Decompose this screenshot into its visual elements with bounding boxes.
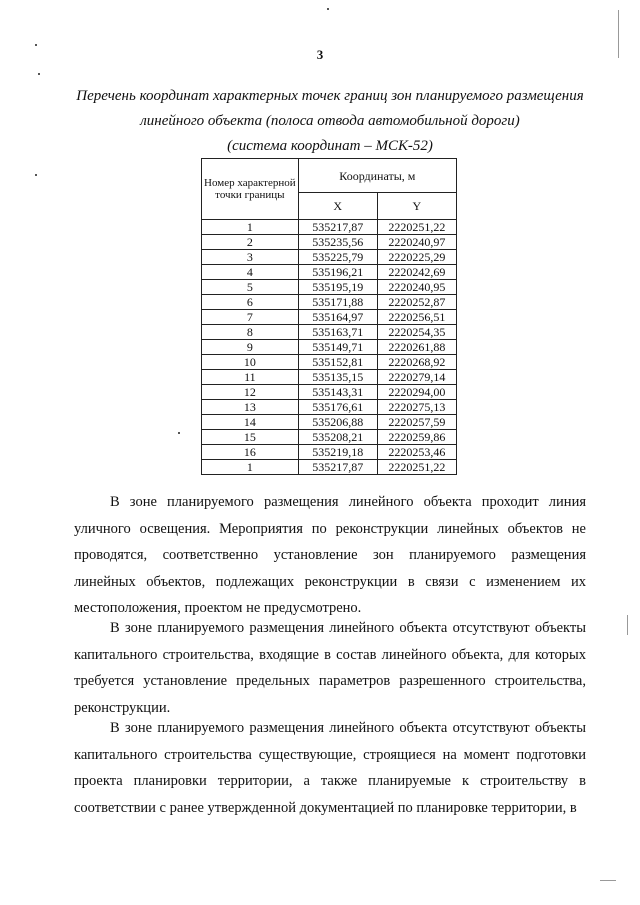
point-number-cell: 3	[202, 250, 299, 265]
coordinates-table	[201, 158, 457, 475]
y-coordinate-cell: 2220294,00	[377, 385, 456, 400]
point-number-cell: 11	[202, 370, 299, 385]
y-coordinate-cell: 2220279,14	[377, 370, 456, 385]
point-number-cell: 1	[202, 460, 299, 475]
y-coordinate-cell: 2220259,86	[377, 430, 456, 445]
table-row	[202, 310, 457, 325]
heading-line-1: Перечень координат характерных точек границ зон планируемого размещения	[76, 88, 584, 104]
header-y: Y	[377, 193, 456, 220]
y-coordinate-cell: 2220256,51	[377, 310, 456, 325]
y-coordinate-cell: 2220242,69	[377, 265, 456, 280]
table-row	[202, 325, 457, 340]
x-coordinate-cell: 535196,21	[298, 265, 377, 280]
scan-speck	[35, 44, 37, 46]
table-row	[202, 370, 457, 385]
heading-line-2: линейного объекта (полоса отвода автомобильной дороги)	[140, 113, 520, 129]
paragraph-existing-objects: В зоне планируемого размещения линейного объекта отсутствуют объекты капитального строительства существующие, строящиеся на момент подготовки проекта планировки территории, а также планируемые к строительству в соответствии с ранее утвержденной документацией по планировке территории, в	[74, 720, 586, 816]
table-row	[202, 295, 457, 310]
x-coordinate-cell: 535163,71	[298, 325, 377, 340]
point-number-cell: 14	[202, 415, 299, 430]
scan-speck	[38, 73, 40, 75]
y-coordinate-cell: 2220261,88	[377, 340, 456, 355]
coordinates-table-body	[202, 220, 457, 475]
point-number-cell: 8	[202, 325, 299, 340]
x-coordinate-cell: 535143,31	[298, 385, 377, 400]
scan-speck	[178, 432, 180, 434]
header-point-number: Номер характерной точки границы	[202, 159, 299, 220]
table-row	[202, 385, 457, 400]
point-number-cell: 2	[202, 235, 299, 250]
point-number-cell: 4	[202, 265, 299, 280]
y-coordinate-cell: 2220254,35	[377, 325, 456, 340]
heading-line-3: (система координат – МСК-52)	[227, 138, 433, 154]
table-row	[202, 235, 457, 250]
x-coordinate-cell: 535149,71	[298, 340, 377, 355]
scan-edge-mark	[627, 615, 628, 635]
y-coordinate-cell: 2220251,22	[377, 460, 456, 475]
y-coordinate-cell: 2220225,29	[377, 250, 456, 265]
point-number-cell: 1	[202, 220, 299, 235]
point-number-cell: 5	[202, 280, 299, 295]
x-coordinate-cell: 535219,18	[298, 445, 377, 460]
x-coordinate-cell: 535225,79	[298, 250, 377, 265]
y-coordinate-cell: 2220251,22	[377, 220, 456, 235]
y-coordinate-cell: 2220240,97	[377, 235, 456, 250]
table-row	[202, 460, 457, 475]
table-row	[202, 220, 457, 235]
table-row	[202, 400, 457, 415]
scan-speck	[327, 8, 329, 10]
y-coordinate-cell: 2220275,13	[377, 400, 456, 415]
table-row	[202, 250, 457, 265]
y-coordinate-cell: 2220252,87	[377, 295, 456, 310]
point-number-cell: 9	[202, 340, 299, 355]
table-row	[202, 265, 457, 280]
table-row	[202, 280, 457, 295]
y-coordinate-cell: 2220253,46	[377, 445, 456, 460]
x-coordinate-cell: 535206,88	[298, 415, 377, 430]
point-number-cell: 13	[202, 400, 299, 415]
scan-edge-mark	[600, 880, 616, 881]
header-x: X	[298, 193, 377, 220]
table-row	[202, 340, 457, 355]
x-coordinate-cell: 535208,21	[298, 430, 377, 445]
header-coordinates: Координаты, м	[298, 159, 456, 193]
x-coordinate-cell: 535195,19	[298, 280, 377, 295]
paragraph-capital-construction: В зоне планируемого размещения линейного объекта отсутствуют объекты капитального строительства, входящие в состав линейного объекта, для которых требуется установление предельных параметров разрешенного строительства, реконструкции.	[74, 620, 586, 716]
scan-edge-mark	[618, 10, 619, 58]
point-number-cell: 16	[202, 445, 299, 460]
table-row	[202, 355, 457, 370]
table-row	[202, 415, 457, 430]
y-coordinate-cell: 2220257,59	[377, 415, 456, 430]
x-coordinate-cell: 535152,81	[298, 355, 377, 370]
x-coordinate-cell: 535171,88	[298, 295, 377, 310]
table-row	[202, 445, 457, 460]
point-number-cell: 7	[202, 310, 299, 325]
y-coordinate-cell: 2220268,92	[377, 355, 456, 370]
x-coordinate-cell: 535176,61	[298, 400, 377, 415]
x-coordinate-cell: 535164,97	[298, 310, 377, 325]
point-number-cell: 6	[202, 295, 299, 310]
x-coordinate-cell: 535135,15	[298, 370, 377, 385]
x-coordinate-cell: 535217,87	[298, 460, 377, 475]
x-coordinate-cell: 535235,56	[298, 235, 377, 250]
y-coordinate-cell: 2220240,95	[377, 280, 456, 295]
point-number-cell: 15	[202, 430, 299, 445]
scan-speck	[35, 174, 37, 176]
x-coordinate-cell: 535217,87	[298, 220, 377, 235]
point-number-cell: 10	[202, 355, 299, 370]
page-number: 3	[316, 47, 324, 62]
table-row	[202, 430, 457, 445]
point-number-cell: 12	[202, 385, 299, 400]
paragraph-street-lighting: В зоне планируемого размещения линейного объекта проходит линия уличного освещения. Мероприятия по реконструкции линейных объектов не проводятся, соответственно установление зон планируемого размещения линейных объектов, подлежащих реконструкции в связи с изменением их местоположения, проектом не предусмотрено.	[74, 494, 586, 616]
